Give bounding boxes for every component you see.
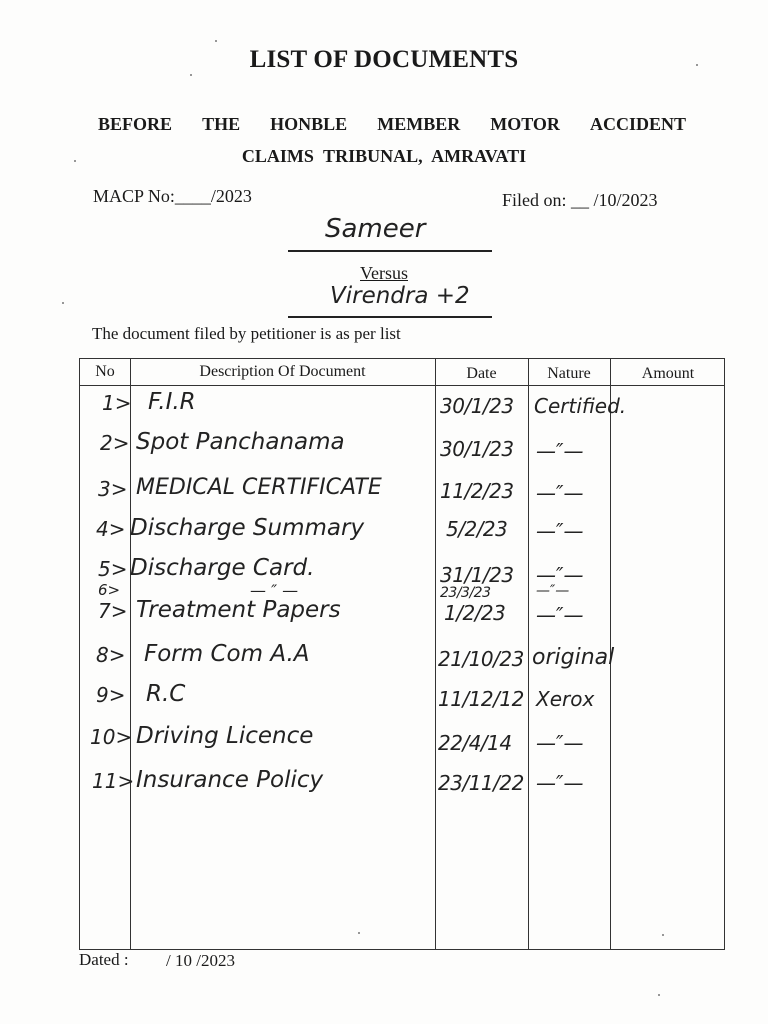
- row-number: 1>: [102, 391, 132, 415]
- scan-speck: [662, 934, 664, 936]
- row-number: 7>: [98, 599, 128, 623]
- row-nature: —″—: [536, 439, 584, 463]
- court-word: BEFORE: [98, 114, 173, 134]
- row-date: 23/11/22: [438, 771, 524, 795]
- row-nature: —″—: [536, 563, 584, 587]
- row-date: 30/1/23: [440, 437, 514, 461]
- row-number: 11>: [92, 769, 135, 793]
- row-description: Form Com A.A: [144, 641, 310, 667]
- row-date: 11/12/12: [438, 687, 524, 711]
- row-nature: original: [532, 645, 615, 670]
- row-date: 22/4/14: [438, 731, 512, 755]
- row-description: Insurance Policy: [136, 767, 324, 793]
- header-no: No: [95, 363, 115, 380]
- versus-label: Versus: [360, 263, 408, 283]
- court-word: HONBLE: [270, 114, 348, 134]
- row-number: 5>: [98, 557, 128, 581]
- row-number: 9>: [96, 683, 126, 707]
- row-nature: —″—: [536, 603, 584, 627]
- header-nature: Nature: [547, 365, 591, 382]
- petitioner-underline: [288, 250, 492, 252]
- row-date: 23/3/23: [440, 585, 491, 601]
- scan-speck: [62, 302, 64, 304]
- row-number: 6>: [98, 581, 121, 599]
- row-date: 11/2/23: [440, 479, 514, 503]
- row-date: 21/10/23: [438, 647, 524, 671]
- row-nature: —″—: [536, 583, 570, 599]
- column-divider: [435, 359, 436, 949]
- scan-speck: [190, 74, 192, 76]
- court-word: ACCIDENT: [589, 114, 686, 134]
- row-description: — ″ —: [250, 581, 299, 600]
- row-nature: —″—: [536, 771, 584, 795]
- row-number: 10>: [90, 725, 133, 749]
- column-divider: [130, 359, 131, 949]
- intro-text: The document filed by petitioner is as per list: [92, 324, 401, 343]
- row-nature: Xerox: [536, 687, 595, 711]
- documents-table: [79, 358, 725, 950]
- row-date: 30/1/23: [440, 394, 514, 418]
- document-title: LIST OF DOCUMENTS: [249, 46, 519, 73]
- row-nature: Certified.: [534, 394, 627, 418]
- respondent-underline: [288, 316, 492, 318]
- row-number: 3>: [98, 477, 128, 501]
- row-number: 8>: [96, 643, 126, 667]
- row-nature: —″—: [536, 519, 584, 543]
- scan-speck: [658, 994, 660, 996]
- row-description: Driving Licence: [136, 723, 314, 749]
- petitioner-name: Sameer: [325, 214, 426, 244]
- header-description: Description Of Document: [199, 363, 366, 380]
- court-word: MOTOR: [490, 114, 560, 134]
- row-description: Treatment Papers: [136, 597, 341, 623]
- macp-number: MACP No:____/2023: [93, 186, 252, 206]
- row-description: MEDICAL CERTIFICATE: [136, 475, 382, 500]
- row-nature: —″—: [536, 481, 584, 505]
- row-description: F.I.R: [148, 389, 196, 415]
- row-description: Spot Panchanama: [136, 429, 345, 455]
- court-word: THE: [202, 114, 241, 134]
- scan-speck: [74, 160, 76, 162]
- dated-label: Dated :: [79, 950, 129, 969]
- row-date: 31/1/23: [440, 563, 514, 587]
- scan-speck: [215, 40, 217, 42]
- header-date: Date: [466, 365, 497, 382]
- scan-speck: [696, 64, 698, 66]
- court-word: MEMBER: [377, 114, 461, 134]
- row-date: 5/2/23: [446, 517, 508, 541]
- column-divider: [528, 359, 529, 949]
- row-date: 1/2/23: [444, 601, 506, 625]
- dated-value: / 10 /2023: [166, 951, 235, 970]
- row-number: 4>: [96, 517, 126, 541]
- header-divider: [80, 385, 724, 386]
- row-description: R.C: [146, 681, 186, 707]
- respondent-name: Virendra +2: [330, 283, 470, 309]
- header-amount: Amount: [641, 365, 695, 382]
- scan-speck: [358, 932, 360, 934]
- row-number: 2>: [100, 431, 130, 455]
- row-description: Discharge Summary: [130, 515, 365, 541]
- court-line-1: [98, 114, 686, 135]
- court-line-2: CLAIMS TRIBUNAL, AMRAVATI: [241, 146, 527, 166]
- filed-on: Filed on: __ /10/2023: [502, 190, 658, 210]
- row-description: Discharge Card.: [130, 555, 315, 581]
- row-nature: —″—: [536, 731, 584, 755]
